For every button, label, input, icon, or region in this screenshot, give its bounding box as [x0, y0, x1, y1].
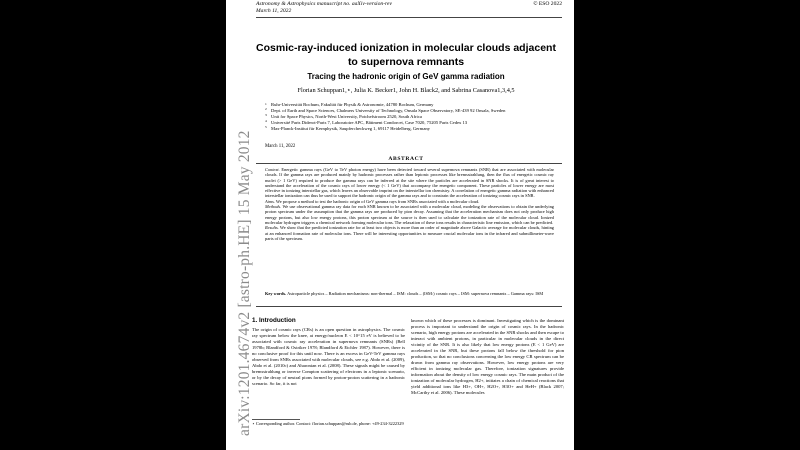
copyright: © ESO 2022 [533, 1, 562, 7]
running-header [256, 1, 562, 8]
paper-title: Cosmic-ray-induced ionization in molecular clouds adjacent to supernova remnants [256, 42, 556, 68]
abstract-heading: ABSTRACT [388, 156, 424, 162]
header-rule [256, 17, 562, 18]
affiliation: 3 Unit for Space Physics, North-West University, Potchefstroom 2520, South Africa [265, 113, 422, 119]
affiliations [265, 102, 565, 132]
abstract-aims: Aims. We propose a method to test the hadronic origin of GeV gamma rays from SNRs associated with a molecular cloud. [265, 198, 480, 204]
paper-subtitle: Tracing the hadronic origin of GeV gamma radiation [307, 72, 505, 81]
footnote: ⋆ Corresponding author. Contact: florian.schuppan@rub.de, phone: +49-234-3222329 [252, 421, 404, 426]
section-heading: 1. Introduction [252, 317, 296, 324]
affiliation: 4 Université Paris Diderot-Paris 7, Laboratoire APC, Bâtiment Condorcet, Case 7020, 75205 Paris Cedex 13 [265, 119, 468, 125]
abstract-methods: Methods. We use observational gamma ray data for each SNR known to be associated with a molecular cloud, modeling the observations to obtain the underlying proton spectrum under the assumption that the gamma rays are produced by pion decay. Assuming that the acceleration mechanism does not only produce high energy protons, but also low energy protons, this proton spectrum at the source is then used to calculate the ionization rate of the molecular cloud. Ionized molecular hydrogen triggers a chemical network forming molecular ions. The relaxation of these ions results in characteristic line emission, which can be predicted. [265, 204, 554, 225]
journal-line: Astronomy & Astrophysics manuscript no. aaXiv-version-rev [256, 1, 392, 7]
abstract-context: Context. Energetic gamma rays (GeV to TeV photon energy) have been detected toward several supernova remnants (SNR) that are associated with molecular clouds. If the gamma rays are produced mainly by hadronic processes rather than leptonic processes like bremsstrahlung, then the flux of energetic cosmic ray nuclei (> 1 GeV) required to produce the gamma rays can be inferred at the site where the particles are accelerated in SNR shocks. It is of great interest to understand the acceleration of the cosmic rays of lower energy (< 1 GeV) that accompany the energetic component. These particles of lower energy are most effective in ionizing interstellar gas, which leaves an observable imprint on the interstellar ion chemistry. A correlation of energetic gamma radiation with enhanced interstellar ionization can thus be used to support the hadronic origin of the gamma rays and to constrain the acceleration of ionizing cosmic rays in SNR. [265, 167, 554, 199]
received-date: March 11, 2022 [265, 144, 296, 149]
intro-column-left: The origin of cosmic rays (CRs) is an open question in astrophysics. The cosmic ray spectrum below the knee, at energy/nucleon E < 10^15 eV is believed to be associated with cosmic ray acceleration in supernova remnants (SNRs) (Bell 1978b; Blandford & Ostriker 1978; Blandford & Eichler 1987). However, there is no conclusive proof for this until now. There is an excess in GeV-TeV gamma rays observed from SNRs associated with molecular clouds, see e.g. Abdo et al. (2009), Abdo et al. (2010c) and Aharonian et al. (2008). These signals might be caused by bremsstrahlung or inverse Compton scattering of electrons in a leptonic scenario, or by the decay of neutral pions formed by proton-proton scattering in a hadronic scenario. So far, it is not [252, 327, 405, 386]
footnote-rule [252, 419, 300, 420]
abstract-body [265, 167, 554, 241]
keywords: Key words. Astroparticle physics – Radiation mechanisms: non-thermal – ISM: clouds – (ISM:) cosmic rays – ISM: supernova remnants – Gamma rays: ISM [265, 291, 544, 296]
author-list: Florian Schuppan1,⋆, Julia K. Becker1, John H. Black2, and Sabrina Casanova1,3,4,5 [297, 87, 515, 94]
intro-column-right: known which of these processes is dominant. Investigating which is the dominant process is important to understand the origin of cosmic rays. In the hadronic scenario, high energy protons are accelerated in the SNR shocks and then escape to interact with ambient protons, in particular in molecular clouds in the direct vicinity of the SNR. It is also likely that low energy protons (E < 1 GeV) are accelerated in the SNR, but these protons fall below the threshold for pion production, so that no conclusions concerning the low energy CR spectrum can be drawn from gamma ray observations. However, low energy protons are very efficient in ionizing molecular gas. Therefore, ionization signatures provide information about the density of low energy cosmic rays. The main product of the ionization of molecular hydrogen, H2+, initiates a chain of chemical reactions that yield additional ions like H3+, OH+, H2O+, H3O+ and HeH+ (Black 2007; McCarthy et al. 2006). These molecules [411, 318, 564, 395]
abstract-results: Results. We show that the predicted ionization rate for at least two objects is more than an order of magnitude above Galactic average for molecular clouds, hinting at an enhanced formation rate of molecular ions. There will be interesting opportunities to measure crucial molecular ions in the infrared and submillimeter-wave parts of the spectrum. [265, 225, 554, 241]
abstract-rule-top [256, 163, 562, 164]
affiliation: 1 Ruhr-Universität Bochum, Fakultät für Physik & Astronomie, 44780 Bochum, Germany [265, 101, 434, 107]
affiliation: 2 Dept. of Earth and Space Sciences, Chalmers University of Technology, Onsala Space Observatory, SE-439 92 Onsala, Sweden [265, 107, 506, 113]
keywords-rule [256, 306, 562, 307]
affiliation: 5 Max-Planck-Institut für Kernphysik, Saupfercheckweg 1, 69117 Heidelberg, Germany [265, 125, 430, 131]
arxiv-identifier: arXiv:1201.4674v2 [astro-ph.HE] 15 May 2012 [236, 130, 253, 436]
header-date: March 11, 2022 [256, 8, 292, 14]
